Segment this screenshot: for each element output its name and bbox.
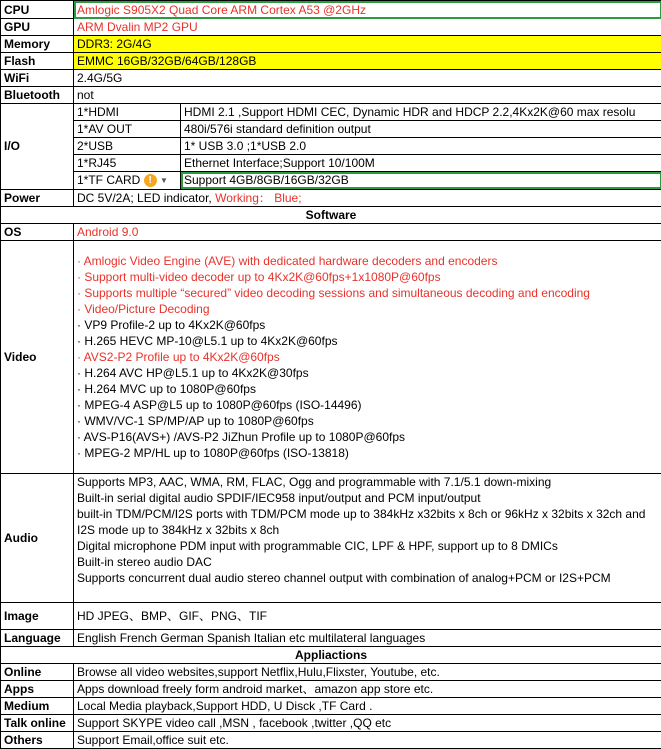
flash-value[interactable]: EMMC 16GB/32GB/64GB/128GB — [74, 53, 661, 70]
talk-online-label: Talk online — [1, 714, 74, 731]
video-label: Video — [1, 240, 74, 473]
cpu-label: CPU — [1, 1, 74, 19]
audio-value[interactable] — [74, 473, 661, 602]
audio-line: Built-in serial digital audio SPDIF/IEC958 input/output and PCM input/output — [77, 490, 658, 506]
cpu-value[interactable]: Amlogic S905X2 Quad Core ARM Cortex A53 @2GHz — [74, 1, 661, 19]
language-value[interactable]: English French German Spanish Italian etc multilateral languages — [74, 629, 661, 646]
apps-value[interactable]: Apps download freely form android market、amazon app store etc. — [74, 680, 661, 697]
image-value[interactable]: HD JPEG、BMP、GIF、PNG、TIF — [74, 602, 661, 629]
gpu-label: GPU — [1, 19, 74, 36]
video-line: · H.264 AVC HP@L5.1 up to 4Kx2K@30fps — [77, 365, 658, 381]
video-line: · Support multi-video decoder up to 4Kx2K@60fps+1x1080P@60fps — [77, 269, 658, 285]
io-item-desc[interactable]: Ethernet Interface;Support 10/100M — [181, 155, 661, 172]
io-item-name-tf[interactable] — [74, 172, 181, 190]
video-line: · H.264 MVC up to 1080P@60fps — [77, 381, 658, 397]
io-item-name[interactable]: 1*AV OUT — [74, 121, 181, 138]
memory-value[interactable]: DDR3: 2G/4G — [74, 36, 661, 53]
language-label: Language — [1, 629, 74, 646]
memory-label: Memory — [1, 36, 74, 53]
video-line: · H.265 HEVC MP-10@L5.1 up to 4Kx2K@60fps — [77, 333, 658, 349]
power-value[interactable] — [74, 189, 661, 206]
bluetooth-value[interactable]: not — [74, 87, 661, 104]
io-label: I/O — [1, 104, 74, 190]
os-label: OS — [1, 223, 74, 240]
flash-label: Flash — [1, 53, 74, 70]
video-line: · AVS-P16(AVS+) /AVS-P2 JiZhun Profile up to 1080P@60fps — [77, 429, 658, 445]
software-section-header: Software — [1, 206, 661, 223]
video-line: · WMV/VC-1 SP/MP/AP up to 1080P@60fps — [77, 413, 658, 429]
wifi-value[interactable]: 2.4G/5G — [74, 70, 661, 87]
io-item-desc-tf[interactable]: Support 4GB/8GB/16GB/32GB — [181, 172, 661, 190]
video-line: · Amlogic Video Engine (AVE) with dedicated hardware decoders and encoders — [77, 253, 658, 269]
os-value[interactable]: Android 9.0 — [74, 223, 661, 240]
wifi-label: WiFi — [1, 70, 74, 87]
video-line: · MPEG-4 ASP@L5 up to 1080P@60fps (ISO-14496) — [77, 397, 658, 413]
audio-line: Digital microphone PDM input with programmable CIC, LPF & HPF, support up to 8 DMICs — [77, 538, 658, 554]
audio-line: Built-in stereo audio DAC — [77, 554, 658, 570]
io-item-desc[interactable]: 1* USB 3.0 ;1*USB 2.0 — [181, 138, 661, 155]
power-value-working: Working： Blue; — [215, 191, 301, 205]
medium-value[interactable]: Local Media playback,Support HDD, U Disck ,TF Card . — [74, 697, 661, 714]
io-item-name[interactable]: 1*HDMI — [74, 104, 181, 121]
apps-label: Apps — [1, 680, 74, 697]
audio-line: built-in TDM/PCM/I2S ports with TDM/PCM mode up to 384kHz x32bits x 8ch or 96kHz x 32bits x 32ch and I2S mode up to 384kHz x 32bits x 8ch — [77, 506, 658, 538]
video-line: · Video/Picture Decoding — [77, 301, 658, 317]
online-label: Online — [1, 663, 74, 680]
applications-section-header: Appliactions — [1, 646, 661, 663]
chevron-down-icon[interactable]: ▼ — [160, 176, 168, 185]
io-item-name[interactable]: 1*RJ45 — [74, 155, 181, 172]
video-line: · VP9 Profile-2 up to 4Kx2K@60fps — [77, 317, 658, 333]
image-label: Image — [1, 602, 74, 629]
medium-label: Medium — [1, 697, 74, 714]
power-value-main: DC 5V/2A; LED indicator, — [77, 191, 212, 205]
audio-label: Audio — [1, 473, 74, 602]
online-value[interactable]: Browse all video websites,support Netflix,Hulu,Flixster, Youtube, etc. — [74, 663, 661, 680]
video-value[interactable] — [74, 240, 661, 473]
video-line: · Supports multiple “secured” video decoding sessions and simultaneous decoding and encoding — [77, 285, 658, 301]
talk-online-value[interactable]: Support SKYPE video call ,MSN , facebook ,twitter ,QQ etc — [74, 714, 661, 731]
io-item-desc[interactable]: 480i/576i standard definition output — [181, 121, 661, 138]
bluetooth-label: Bluetooth — [1, 87, 74, 104]
gpu-value[interactable]: ARM Dvalin MP2 GPU — [74, 19, 661, 36]
others-value[interactable]: Support Email,office suit etc. — [74, 731, 661, 748]
others-label: Others — [1, 731, 74, 748]
video-line: · MPEG-2 MP/HL up to 1080P@60fps (ISO-13818) — [77, 445, 658, 461]
warning-icon[interactable]: ! — [144, 174, 157, 187]
audio-line: Supports concurrent dual audio stereo channel output with combination of analog+PCM or I2S+PCM — [77, 570, 658, 586]
io-item-desc[interactable]: HDMI 2.1 ,Support HDMI CEC, Dynamic HDR and HDCP 2.2,4Kx2K@60 max resolu — [181, 104, 661, 121]
video-line: · AVS2-P2 Profile up to 4Kx2K@60fps — [77, 349, 658, 365]
io-item-name[interactable]: 2*USB — [74, 138, 181, 155]
tf-card-text: 1*TF CARD — [77, 173, 140, 187]
audio-line: Supports MP3, AAC, WMA, RM, FLAC, Ogg and programmable with 7.1/5.1 down-mixing — [77, 474, 658, 490]
power-label: Power — [1, 189, 74, 206]
